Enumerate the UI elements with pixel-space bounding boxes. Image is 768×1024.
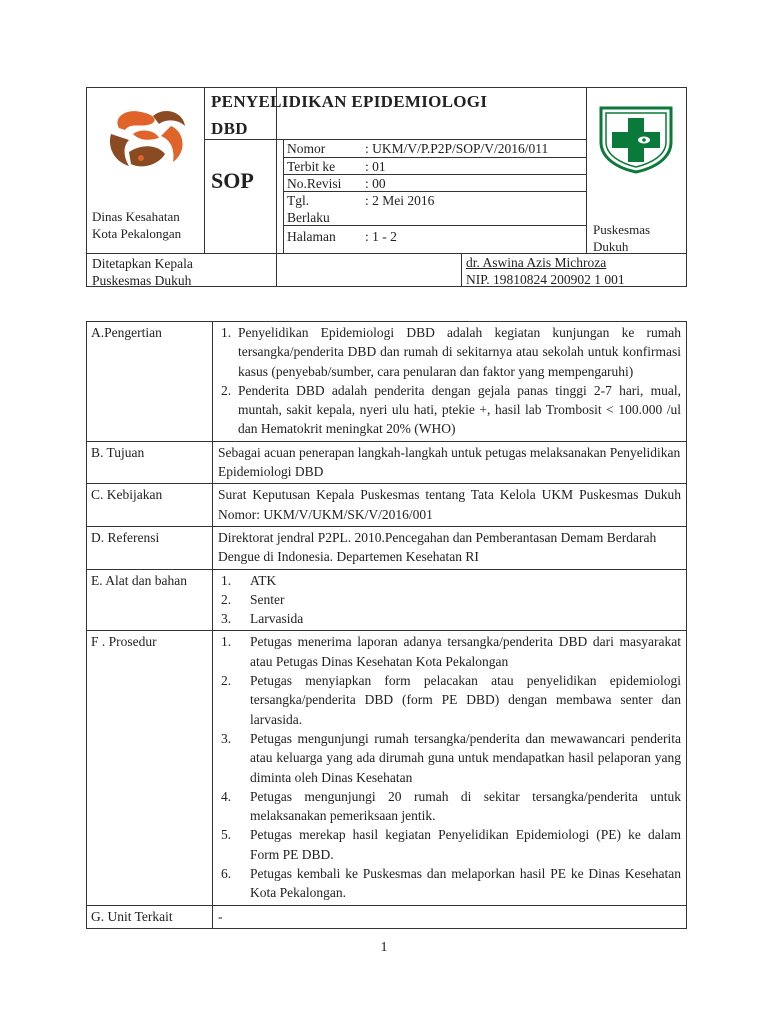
meta-label: Tgl. [287,193,310,208]
signatory-line1: Ditetapkan Kepala [92,256,193,271]
left-org-line2: Kota Pekalongan [92,226,182,241]
meta-revisi [284,175,586,193]
list-item: 3. Larvasida [221,611,304,627]
section-alat-bahan [87,569,687,631]
list-item: 2. Penderita DBD adalah penderita dengan gejala panas tinggi 2-7 hari, mual, muntah, sakit kepala, nyeri ulu hati, ptekie +, hasil lab Trombosit < 100.000 /ul dan Hematokrit meningkat 20% (WHO) [221,382,681,437]
meta-value: : 01 [365,159,386,174]
right-org-name [593,221,683,255]
section-label: B. Tujuan [87,441,213,484]
section-content: Sebagai acuan penerapan langkah-langkah untuk petugas melaksanakan Penyelidikan Epidemiologi DBD [213,441,687,484]
section-label: D. Referensi [87,526,213,569]
alat-list [218,571,681,629]
section-kebijakan [87,484,687,527]
document-meta [284,139,586,254]
list-item: 1. ATK [221,572,277,588]
section-content: Direktorat jendral P2PL. 2010.Pencegahan dan Pemberantasan Demam Berdarah Dengue di Indonesia. Departemen Kesehatan RI [213,526,687,569]
list-item: 2. Petugas menyiapkan form pelacakan atau penyelidikan epidemiologi tersangka/penderita DBD (form PE DBD) dengan membawa senter dan larvasida. [221,673,681,727]
sop-header-table [86,87,687,287]
right-org-line1: Puskesmas [593,222,651,237]
meta-value: : 1 - 2 [365,229,397,244]
page-number: 1 [380,940,388,955]
list-item: 1. Penyelidikan Epidemiologi DBD adalah kegiatan kunjungan ke rumah tersangka/penderita DBD dan rumah di sekitarnya atau sekolah untuk konfirmasi kasus (penyebab/sumber, cara penularan dan faktor yang mempengaruhi) [221,325,681,379]
title-line2: DBD [211,119,248,138]
prosedur-list [218,632,681,902]
puskesmas-cross-logo-icon [595,102,677,174]
right-org-line2: Dukuh [593,239,629,254]
meta-label: Berlaku [287,210,330,225]
section-label: E. Alat dan bahan [87,569,213,631]
meta-nomor [284,140,586,158]
section-referensi [87,526,687,569]
meta-label: Halaman [287,229,336,244]
section-unit-terkait [87,905,687,928]
meta-terbit [284,158,586,176]
signatory-title [92,255,272,289]
pengertian-list [218,323,681,439]
meta-label: Nomor [287,141,326,156]
meta-berlaku [284,209,586,227]
section-content: Surat Keputusan Kepala Puskesmas tentang Tata Kelola UKM Puskesmas Dukuh Nomor: UKM/V/UKM/SK/V/2016/001 [213,484,687,527]
list-item: 1. Petugas menerima laporan adanya tersangka/penderita DBD dari masyarakat atau Petugas Dinas Kesehatan Kota Pekalongan [221,634,681,669]
dinas-kesehatan-logo-icon [101,104,191,172]
meta-halaman [284,228,586,246]
left-org-name [92,208,204,242]
section-content [213,322,687,442]
sop-content-table [86,321,687,929]
section-content: - [213,905,687,928]
list-item: 6. Petugas kembali ke Puskesmas dan melaporkan hasil PE ke Dinas Kesehatan Kota Pekalongan. [221,866,681,901]
signer-info [466,254,686,288]
left-org-line1: Dinas Kesahatan [92,209,180,224]
section-content [213,631,687,905]
section-label: A.Pengertian [87,322,213,442]
signer-nip: NIP. 19810824 200902 1 001 [466,272,625,287]
meta-label: Terbit ke [287,159,336,174]
list-item: 3. Petugas mengunjungi rumah tersangka/penderita dan mewawancari penderita atau keluarga yang ada dirumah guna untuk mendapatkan hasil pelaporan yang diminta oleh Dinas Kesehatan [221,730,681,785]
meta-tgl [284,192,586,210]
list-item: 5. Petugas merekap hasil kegiatan Penyelidikan Epidemiologi (PE) ke dalam Form PE DBD. [221,827,681,862]
section-content [213,569,687,631]
section-label: F . Prosedur [87,631,213,905]
title-line1: PENYELIDIKAN EPIDEMIOLOGI [211,92,488,111]
meta-value: : 2 Mei 2016 [365,193,435,208]
sop-label: SOP [211,168,254,193]
document-title [211,88,581,142]
meta-label: No.Revisi [287,176,342,191]
section-prosedur [87,631,687,905]
section-tujuan [87,441,687,484]
section-label: G. Unit Terkait [87,905,213,928]
signer-name: dr. Aswina Azis Michroza [466,255,607,270]
meta-value: : UKM/V/P.P2P/SOP/V/2016/011 [365,141,549,156]
section-pengertian [87,322,687,442]
list-item: 2. Senter [221,591,285,607]
signatory-line2: Puskesmas Dukuh [92,273,192,288]
meta-value: : 00 [365,176,386,191]
section-label: C. Kebijakan [87,484,213,527]
list-item: 4. Petugas mengunjungi 20 rumah di sekitar tersangka/penderita untuk melaksanakan pemeriksaan jentik. [221,788,681,824]
